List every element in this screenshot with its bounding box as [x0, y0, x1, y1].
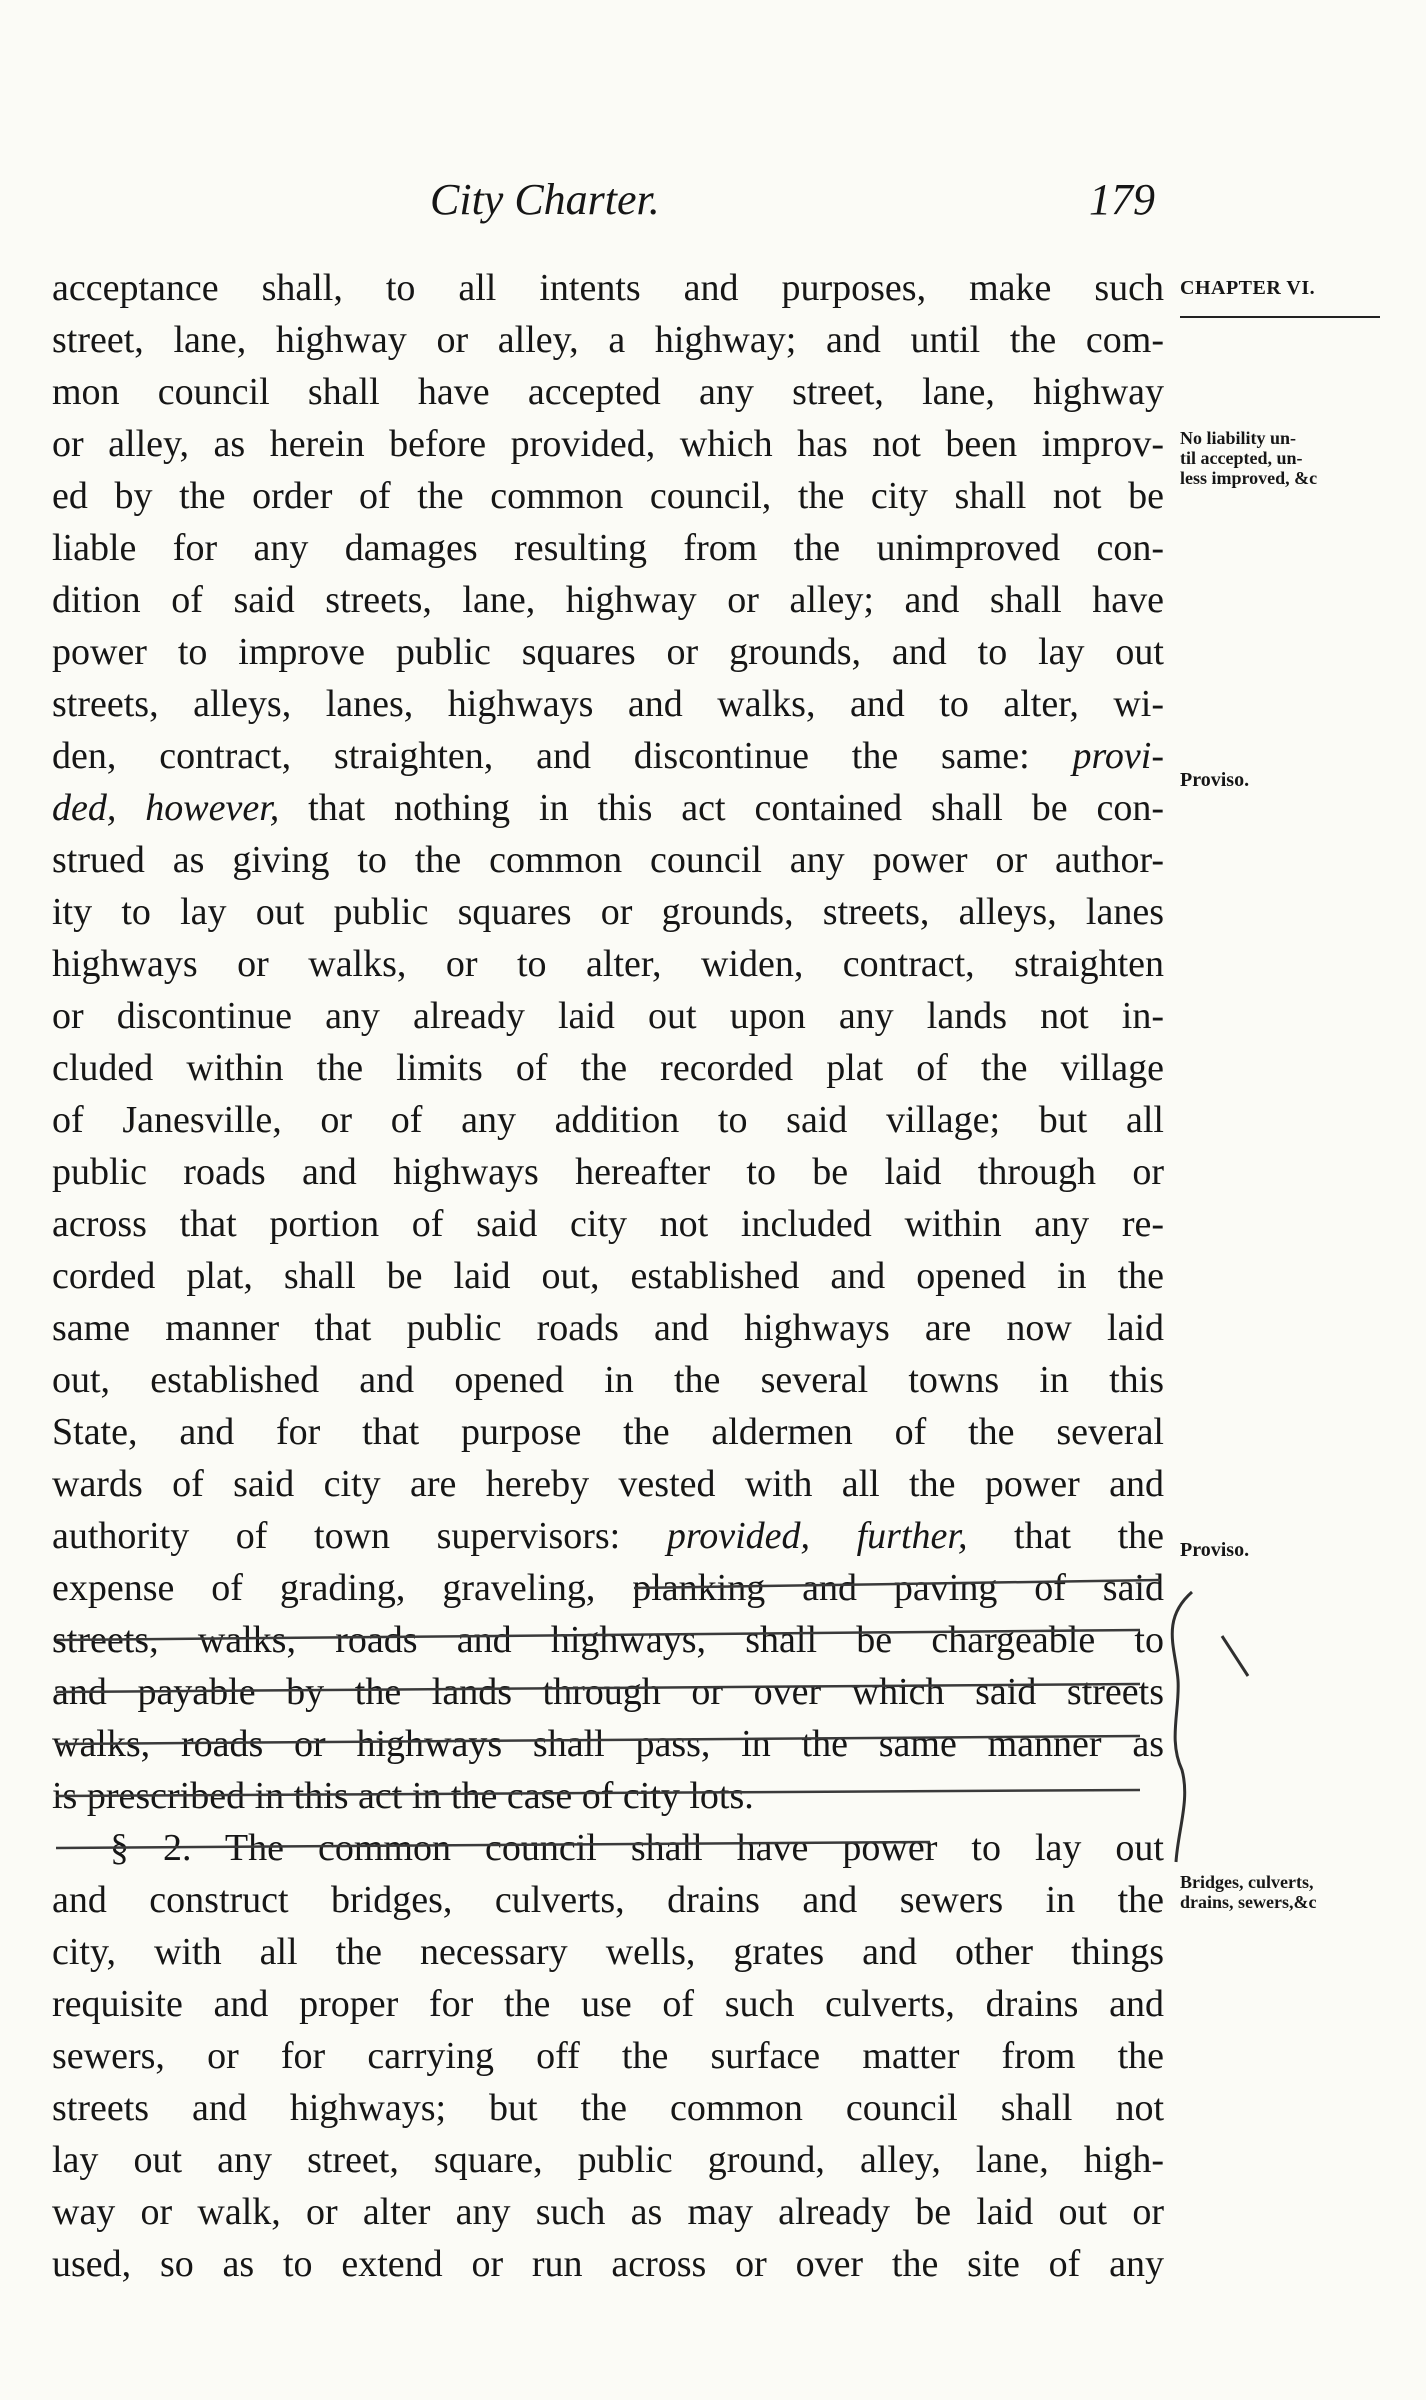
italic-fragment: ded, however,	[52, 787, 280, 829]
running-title: City Charter.	[430, 175, 660, 224]
text-line	[52, 730, 1164, 782]
text-line: streets, alleys, lanes, highways and walks, and to alter, wi-	[52, 683, 1164, 725]
text-line: and construct bridges, culverts, drains and sewers in the	[52, 1879, 1164, 1921]
section-start-line: § 2. The common council shall have power to lay out	[110, 1827, 1164, 1869]
chapter-margin-note: CHAPTER VI.	[1180, 277, 1316, 299]
text-line: of Janesville, or of any addition to said village; but all	[52, 1099, 1164, 1141]
italic-fragment: provi-	[1072, 735, 1165, 777]
text-line: expense of grading, graveling, planking and paving of said	[52, 1567, 1164, 1609]
proviso-margin-note: Proviso.	[1180, 769, 1250, 791]
text-line: cluded within the limits of the recorded plat of the village	[52, 1047, 1164, 1089]
text-line: same manner that public roads and highways are now laid	[52, 1307, 1164, 1349]
text-line: requisite and proper for the use of such culverts, drains and	[52, 1983, 1164, 2025]
liability-margin-note	[1180, 428, 1410, 488]
text-line: walks, roads or highways shall pass, in the same manner as	[52, 1723, 1164, 1765]
text-line: streets and highways; but the common council shall not	[52, 2087, 1164, 2129]
text-line: city, with all the necessary wells, grates and other things	[52, 1931, 1164, 1973]
text-line: State, and for that purpose the aldermen of the several	[52, 1411, 1164, 1453]
text-line: public roads and highways hereafter to be laid through or	[52, 1151, 1164, 1193]
text-line: highways or walks, or to alter, widen, contract, straighten	[52, 943, 1164, 985]
text-line: ed by the order of the common council, the city shall not be	[52, 475, 1164, 517]
proviso-margin-note: Proviso.	[1180, 1539, 1250, 1561]
pencil-bracket	[1172, 1592, 1192, 1862]
text-line: way or walk, or alter any such as may already be laid out or	[52, 2191, 1164, 2233]
text-fragment: den, contract, straighten, and discontinue the same:	[52, 735, 1030, 777]
page-number: 179	[1089, 175, 1155, 224]
text-line: sewers, or for carrying off the surface matter from the	[52, 2035, 1164, 2077]
text-line: wards of said city are hereby vested with all the power and	[52, 1463, 1164, 1505]
text-fragment: authority of town supervisors:	[52, 1515, 621, 1557]
text-line: acceptance shall, to all intents and purposes, make such	[52, 267, 1164, 309]
text-line: strued as giving to the common council any power or author-	[52, 839, 1164, 881]
text-line: or alley, as herein before provided, which has not been improv-	[52, 423, 1164, 465]
charter-text	[52, 262, 1164, 2290]
margin-note-line: less improved, &c	[1180, 468, 1318, 488]
text-line: dition of said streets, lane, highway or alley; and shall have	[52, 579, 1164, 621]
text-line: power to improve public squares or grounds, and to lay out	[52, 631, 1164, 673]
text-line	[52, 1510, 1164, 1562]
italic-fragment: provided, further,	[666, 1515, 968, 1557]
text-line: street, lane, highway or alley, a highway; and until the com-	[52, 319, 1164, 361]
text-line: ity to lay out public squares or grounds, streets, alleys, lanes	[52, 891, 1164, 933]
text-line: lay out any street, square, public ground, alley, lane, high-	[52, 2139, 1164, 2181]
text-line: is prescribed in this act in the case of city lots.	[52, 1775, 754, 1817]
running-head	[430, 165, 1195, 235]
text-line: used, so as to extend or run across or over the site of any	[52, 2243, 1164, 2285]
margin-note-line: drains, sewers,&c	[1180, 1892, 1317, 1912]
text-line	[52, 782, 1164, 834]
pencil-tick	[1222, 1636, 1248, 1676]
margin-note-line: No liability un-	[1180, 428, 1297, 448]
text-line: corded plat, shall be laid out, established and opened in the	[52, 1255, 1164, 1297]
text-line: across that portion of said city not included within any re-	[52, 1203, 1164, 1245]
chapter-rule	[1180, 316, 1380, 318]
text-line: streets, walks, roads and highways, shall be chargeable to	[52, 1619, 1164, 1661]
bridges-margin-note	[1180, 1872, 1410, 1912]
margin-note-line: Bridges, culverts,	[1180, 1872, 1314, 1892]
text-fragment: that nothing in this act contained shall be con-	[308, 787, 1165, 829]
text-line: mon council shall have accepted any street, lane, highway	[52, 371, 1164, 413]
margin-note-line: til accepted, un-	[1180, 448, 1303, 468]
text-line: and payable by the lands through or over which said streets	[52, 1671, 1164, 1713]
text-fragment: that the	[1014, 1515, 1165, 1557]
text-line: or discontinue any already laid out upon any lands not in-	[52, 995, 1164, 1037]
text-line: out, established and opened in the several towns in this	[52, 1359, 1164, 1401]
text-line: liable for any damages resulting from the unimproved con-	[52, 527, 1164, 569]
